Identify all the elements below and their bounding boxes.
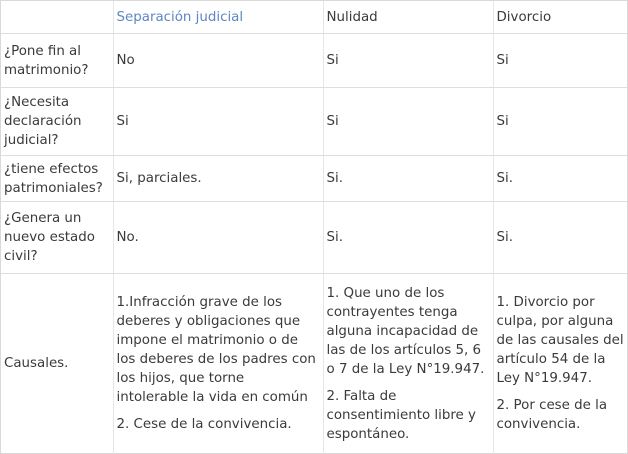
table-header-row: [1, 1, 627, 34]
table-cell: [323, 274, 493, 454]
row-label: Causales.: [1, 274, 113, 454]
table-cell: Si: [323, 34, 493, 88]
causal-paragraph: 2. Falta de consentimiento libre y espontáneo.: [326, 388, 476, 442]
table-cell: No.: [113, 202, 323, 274]
header-corner-cell: [1, 1, 113, 34]
table-cell: Si.: [493, 202, 627, 274]
table-cell: Si.: [323, 202, 493, 274]
table-row: [1, 274, 627, 454]
table-cell: Si.: [323, 156, 493, 202]
table-row: [1, 202, 627, 274]
row-label: ¿Genera un nuevo estado civil?: [1, 202, 113, 274]
table-row: [1, 88, 627, 156]
causal-paragraph: 1.Infracción grave de los deberes y obligaciones que impone el matrimonio o de los deberes de los padres con los hijos, que torne intolerable la vida en común: [116, 295, 316, 406]
header-divorcio: Divorcio: [493, 1, 627, 34]
table-row: [1, 34, 627, 88]
table-cell: Si: [323, 88, 493, 156]
table-cell: Si: [493, 88, 627, 156]
table-cell: Si: [493, 34, 627, 88]
table-cell: No: [113, 34, 323, 88]
row-label: ¿Pone fin al matrimonio?: [1, 34, 113, 88]
causal-paragraph: 2. Cese de la convivencia.: [116, 417, 292, 433]
comparison-table: [1, 1, 627, 454]
table-cell: Si: [113, 88, 323, 156]
row-label: ¿Necesita declaración judicial?: [1, 88, 113, 156]
header-nulidad: Nulidad: [323, 1, 493, 34]
table-cell: [113, 274, 323, 454]
header-separacion-judicial: Separación judicial: [113, 1, 323, 34]
table-cell: Si, parciales.: [113, 156, 323, 202]
table-cell: [493, 274, 627, 454]
causal-paragraph: 1. Divorcio por culpa, por alguna de las causales del artículo 54 de la Ley N°19.947.: [496, 295, 624, 387]
table-cell: Si.: [493, 156, 627, 202]
causal-paragraph: 2. Por cese de la convivencia.: [496, 398, 608, 433]
row-label: ¿tiene efectos patrimoniales?: [1, 156, 113, 202]
causal-paragraph: 1. Que uno de los contrayentes tenga alguna incapacidad de las de los artículos 5, 6 o 7 de la Ley N°19.947.: [326, 285, 485, 377]
table-row: [1, 156, 627, 202]
